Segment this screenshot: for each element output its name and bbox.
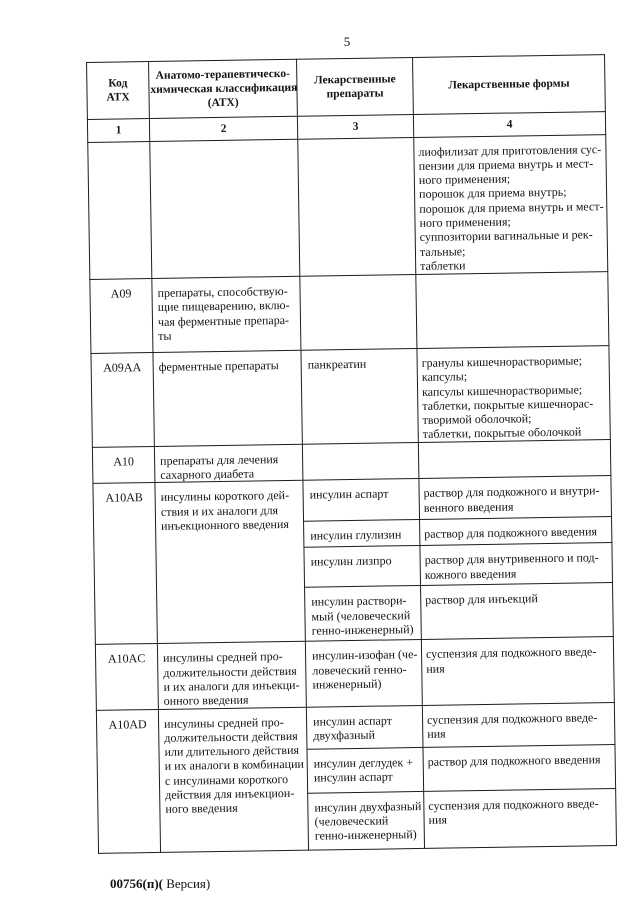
dosage-forms-cell (416, 272, 609, 349)
table-row (88, 134, 608, 279)
dosage-forms-cell: лиофилизат для приготовления сус- пензии для приема внутрь и мест- ного применения; порошок для приема внутрь; порошок для приема внутрь и мест- ного применения; суппозитории вагинальные и рек- тальные; таблетки (414, 134, 608, 274)
table-row (91, 346, 610, 448)
table-row (90, 272, 609, 354)
drug-cell: панкреатин (301, 348, 418, 444)
header-dosage-forms: Лекарственные формы (413, 55, 606, 115)
table-row (95, 637, 614, 710)
column-number: 2 (149, 116, 297, 141)
drug-cell (302, 442, 419, 480)
dosage-forms-cell: раствор для подкожного введения (423, 744, 616, 791)
dosage-forms-cell: раствор для подкожного введения (420, 517, 612, 546)
classification-cell: ферментные препараты (153, 350, 302, 446)
drug-cell: инсулин двухфазный (человеческий генно-инженерный) (308, 791, 425, 850)
drug-cell: инсулин глулизин (304, 520, 420, 548)
drug-cell: инсулин-изофан (че- ловеческий генно- инженерный) (305, 640, 422, 707)
dosage-forms-cell: раствор для инъекций (421, 583, 614, 640)
atc-table-container (86, 54, 616, 851)
classification-cell: инсулины средней про- должительности действия или длительного действия и их аналоги в комбинации с инсулинами короткого действия для инъекцион- ного введения (158, 707, 308, 852)
atc-classification-table (86, 54, 617, 853)
drug-cell: инсулин деглудек + инсулин аспарт (307, 747, 424, 793)
classification-cell (150, 139, 300, 279)
drug-cell: инсулин лизпро (304, 546, 421, 588)
drug-cell: инсулин аспарт (303, 479, 420, 522)
atc-code-cell: A09AA (91, 352, 154, 447)
drug-cell: инсулин аспарт двухфазный (306, 705, 423, 749)
document-footer (110, 876, 210, 892)
dosage-forms-cell: суспензия для подкожного введе- ния (421, 637, 614, 705)
classification-cell: препараты, способствую- щие пищеварению, вклю- чая ферментные препара- ты (152, 276, 301, 352)
column-number: 1 (87, 119, 149, 142)
dosage-forms-cell: суспензия для подкожного введе- ния (424, 788, 617, 848)
drug-cell: инсулин раствори- мый (человеческий генно-инженерный) (305, 586, 422, 642)
drug-cell (300, 274, 417, 350)
header-classification: Анатомо-терапевтическо- химическая классификация (АТХ) (149, 59, 298, 118)
atc-code-cell: A10AC (95, 644, 158, 710)
header-atc-code: Код АТХ (87, 62, 150, 120)
atc-code-cell (88, 141, 152, 279)
dosage-forms-cell: суспензия для подкожного введе- ния (422, 702, 615, 747)
drug-cell (298, 137, 416, 276)
version-label: Версия) (166, 876, 211, 891)
dosage-forms-cell: раствор для внутривенного и под- кожного введения (420, 543, 613, 586)
atc-code-cell: A10AB (93, 483, 157, 645)
atc-code-cell: A10 (92, 446, 155, 484)
column-number: 3 (297, 115, 413, 139)
classification-cell: препараты для лечения сахарного диабета (154, 444, 303, 483)
page-number: 5 (343, 34, 351, 49)
atc-code-cell: A10AD (96, 709, 160, 853)
classification-cell: инсулины средней про- должительности действия и их аналоги для инъекци- онного введения (157, 642, 306, 709)
atc-code-cell: A09 (90, 279, 153, 354)
dosage-forms-cell: гранулы кишечнорастворимые; капсулы; капсулы кишечнорастворимые; таблетки, покрытые кишечнорас- творимой оболочкой; таблетки, покрытые оболочкой (417, 346, 610, 443)
dosage-forms-cell: раствор для подкожного и внутри- венного введения (419, 476, 612, 520)
column-number: 4 (413, 112, 605, 137)
header-drugs: Лекарственные препараты (297, 58, 414, 117)
dosage-forms-cell (418, 439, 611, 479)
header-row (87, 55, 606, 120)
document-code: 00756(п)( (110, 876, 163, 891)
classification-cell: инсулины короткого дей- ствия и их аналоги для инъекционного введения (155, 481, 305, 644)
